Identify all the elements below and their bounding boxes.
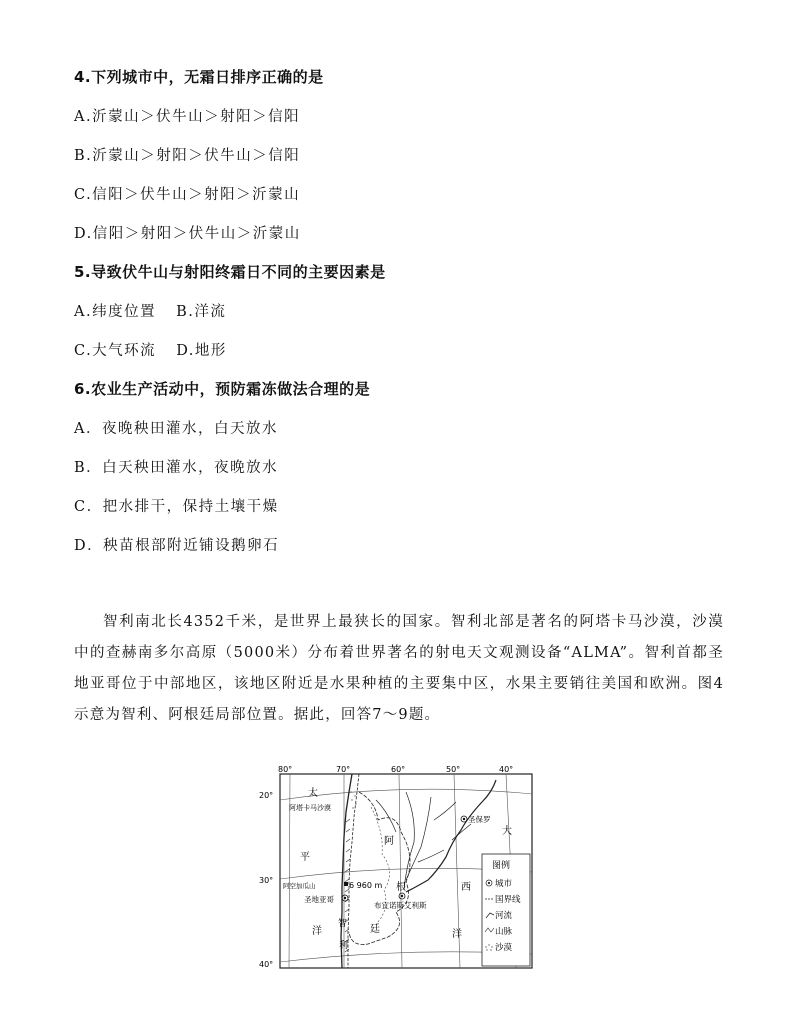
- q5-option-b: B.洋流: [176, 304, 227, 320]
- atacama-label: 阿塔卡马沙漠: [289, 804, 331, 812]
- legend-border: 国界线: [495, 895, 521, 905]
- q5-options-row-2: [74, 339, 227, 360]
- aconcagua-peak-marker: [344, 882, 348, 886]
- pacific-char-2: 平: [300, 852, 310, 863]
- legend-city: 城市: [495, 879, 513, 889]
- legend-river: 河流: [495, 911, 513, 921]
- argentina-char-1: 阿: [384, 836, 394, 847]
- question-4-title: 4.下列城市中，无霜日排序正确的是: [74, 68, 324, 86]
- legend-title: 图例: [492, 861, 511, 871]
- q6-option-c: C．把水排干，保持土壤干燥: [74, 499, 279, 515]
- chile-char-2: 利: [339, 941, 349, 951]
- pacific-char-3: 洋: [312, 926, 322, 937]
- atlantic-char-1: 大: [502, 826, 512, 837]
- q4-option-d: D.信阳＞射阳＞伏牛山＞沂蒙山: [74, 226, 301, 242]
- peak-elevation-label: 6 960 m: [349, 881, 383, 890]
- passage-paragraph: 智利南北长4352千米，是世界上最狭长的国家。智利北部是著名的阿塔卡马沙漠，沙漠中的查赫南多尔高原（5000米）分布着世界著名的射电天文观测设备“ALMA”。智利首都圣地亚哥位于中部地区，该地区附近是水果种植的主要集中区，水果主要销往美国和欧洲。图4示意为智利、阿根廷局部位置。据此，回答7～9题。: [74, 614, 724, 723]
- question-6-title: 6.农业生产活动中，预防霜冻做法合理的是: [74, 380, 371, 398]
- lon-label-70: 70°: [336, 765, 351, 774]
- atlantic-char-2: 西: [461, 882, 471, 893]
- lat-label-40: 40°: [259, 960, 274, 969]
- lon-label-40: 40°: [499, 765, 514, 774]
- argentina-char-2: 根: [396, 882, 406, 893]
- q6-option-d: D．秧苗根部附近铺设鹅卵石: [74, 538, 280, 554]
- chile-char-1: 智: [338, 919, 348, 929]
- sao-paulo-label: 圣保罗: [468, 815, 491, 824]
- q5-option-c: C.大气环流: [74, 343, 157, 359]
- q4-option-b: B.沂蒙山＞射阳＞伏牛山＞信阳: [74, 148, 301, 164]
- q5-options-row-1: [74, 300, 226, 321]
- lat-label-20: 20°: [259, 791, 274, 800]
- q4-option-c: C.信阳＞伏牛山＞射阳＞沂蒙山: [74, 187, 301, 203]
- legend-mountain: 山脉: [495, 927, 513, 937]
- lon-label-60: 60°: [391, 765, 406, 774]
- pacific-char-1: 太: [308, 788, 318, 799]
- question-5-title: 5.导致伏牛山与射阳终霜日不同的主要因素是: [74, 263, 386, 281]
- argentina-char-3: 廷: [370, 924, 380, 935]
- legend-desert: 沙漠: [495, 943, 513, 953]
- lon-label-80: 80°: [278, 765, 293, 774]
- atlantic-char-3: 洋: [452, 929, 462, 940]
- aconcagua-label: 阿空加瓜山: [283, 882, 316, 890]
- q6-option-a: A．夜晚秧田灌水，白天放水: [74, 421, 278, 437]
- buenos-aires-label: 布宜诺斯艾利斯: [374, 901, 427, 910]
- santiago-label: 圣地亚哥: [304, 895, 334, 904]
- q5-option-a: A.纬度位置: [74, 304, 157, 320]
- q5-option-d: D.地形: [176, 343, 227, 359]
- lat-label-30: 30°: [259, 876, 274, 885]
- lon-label-50: 50°: [446, 765, 461, 774]
- chile-argentina-map: [256, 762, 536, 974]
- q4-option-a: A.沂蒙山＞伏牛山＞射阳＞信阳: [74, 109, 301, 125]
- q6-option-b: B．白天秧田灌水，夜晚放水: [74, 460, 279, 476]
